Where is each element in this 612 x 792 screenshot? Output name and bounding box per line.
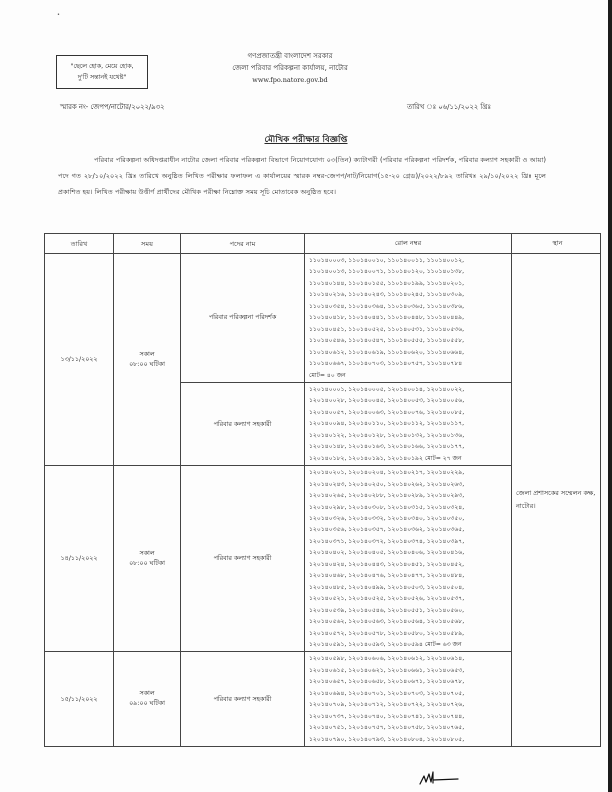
roll-total: ১২০১৪০৫৯১, ১২০১৪০৫৯৩, ১২০১৪০৫৯৪ মোট= ৬৩ জন — [309, 640, 462, 648]
roll-line: ১২০১৪০২৬৫, ১২০১৪০২৮৮, ১২০১৪০২৮৯, ১২০১৪০২৯৩, — [309, 492, 465, 500]
roll-line: ১২০১৪০৪২৪, ১২০১৪০৪৪৩, ১২০১৪০৪৫১, ১২০১৪০৪৫২, — [309, 560, 465, 568]
roll-line: ১২০১৪০৫৩৯, ১২০১৪০৫৪৬, ১২০১৪০৫৫১, ১২০১৪০৫৬০, — [309, 606, 465, 614]
header-place: স্থান — [512, 234, 601, 254]
roll-total: ১২০১৪০১৮২, ১২০১৪০১৯১, ১২০১৪০১৯২ মোট= ২৭ জন — [309, 454, 462, 462]
roll-line: ১১০১৪০০১৩, ১১০১৪০০৭১, ১১০১৪০১২০, ১১০১৪০১৩৮, — [309, 268, 465, 276]
roll-line: ১২০১৪০৩২৬, ১২০১৪০৩৩২, ১২০১৪০৩৪০, ১২০১৪০৩৫০, — [309, 514, 465, 522]
time-label: সকাল — [139, 350, 155, 358]
roll-line: ১১০১৪০৬১২, ১১০১৪০৬১৯, ১১০১৪০৬২০, ১১০১৪০৬৬৪, — [309, 348, 465, 356]
roll-line: ১২০১৪০৬১৫, ১২০১৪০৬২১, ১২০১৪০৬৬১, ১২০১৪০৬৫৩, — [309, 666, 465, 674]
roll-line: ১২০১৪০৫২১, ১২০১৪০৫২৫, ১২০১৪০৫২৬, ১২০১৪০৫৩৭, — [309, 595, 465, 603]
roll-line: ১১০১৪০১৪৪, ১১০১৪০১৫৫, ১১০১৪০১৯৯, ১১০১৪০২০১, — [309, 279, 465, 287]
roll-line: ১২০১৪০০৫৭, ১২০১৪০০৬৩, ১২০১৪০০৭৬, ১২০১৪০০৮৫, — [309, 408, 465, 416]
notice-title: মৌখিক পরীক্ষার বিজ্ঞপ্তি — [264, 135, 348, 145]
scan-edge — [608, 0, 612, 792]
issue-date: তারিখ ঃ ০৬/১১/২০২২ খ্রিঃ — [407, 103, 491, 111]
signature-icon — [418, 770, 460, 786]
scan-mark: • — [57, 12, 60, 18]
row-post: পরিবার কল্যাণ সহকারী — [181, 382, 305, 465]
roll-line: ১১০১৪০০০৩, ১১০১৪০০১০, ১১০১৪০০১১, ১১০১৪০০১২, — [309, 257, 465, 264]
roll-line: ১২০১৪০০২৮, ১২০১৪০০৪৫, ১২০১৪০০৫৩, ১২০১৪০০৫৬, — [309, 397, 465, 405]
time-value: ০৮:০০ ঘটিকা — [129, 360, 165, 368]
row-date: ১৫/১১/২০২২ — [45, 652, 114, 747]
roll-line: ১২০১৪০০০১, ১২০১৪০০০৫, ১২০১৪০০১৪, ১২০১৪০০২২, — [309, 385, 465, 393]
roll-line: ১১০১৪০৩৫৪, ১১০১৪০৩৬৪, ১১০১৪০৩৬৫, ১১০১৪০৩৮৬, — [309, 302, 465, 310]
roll-line: ১২০১৪০৭০৯, ১২০১৪০৭১২, ১২০১৪০৭২২, ১২০১৪০৭২৬, — [309, 701, 465, 709]
website-link[interactable]: www.fpo.natore.gov.bd — [252, 76, 328, 84]
roll-line: ১২০১৪০৬৫৭, ১২০১৪০৬৫৮, ১২০১৪০৬৭১, ১২০১৪০৬৭৮, — [309, 678, 465, 686]
row-time — [114, 652, 181, 747]
roll-line: ১২০১৪০৫৬২, ১২০১৪০৫৬৩, ১২০১৪০৫৬৪, ১২০১৪০৫৬৮, — [309, 618, 465, 626]
row-place: জেলা প্রশাসকের সম্মেলন কক্ষ, নাটোর। — [512, 254, 601, 747]
header-post: পদের নাম — [181, 234, 305, 254]
row-time — [114, 254, 181, 466]
row-post: পরিবার কল্যাণ সহকারী — [181, 466, 305, 652]
slogan-line-2: দু'টি সন্তানই যথেষ্ট" — [77, 74, 127, 81]
time-value: ০৯:০০ ঘটিকা — [129, 700, 165, 708]
memo-number: স্মারক নং- জেপপ/নাটোর/২০২২/৯৩২ — [60, 103, 165, 111]
header-date: তারিখ — [45, 234, 114, 254]
roll-line: ১২০১৪০২৯৮, ১২০১৪০৩০৮, ১২০১৪০৩১৫, ১২০১৪০৩২৪, — [309, 503, 465, 511]
roll-line: ১২০১৪০৭৯০, ১২০১৪০৭৯৩, ১২০১৪০৮০৪, ১২০১৪০৮০৫, — [309, 735, 465, 743]
roll-line: ১২০১৪০১৪৮, ১২০১৪০১৬৩, ১২০১৪০১৬৬, ১২০১৪০১৭৭, — [309, 443, 465, 451]
row-roll-numbers — [305, 466, 512, 652]
row-date: ১৪/১১/২০২২ — [45, 466, 114, 652]
header-time: সময় — [114, 234, 181, 254]
roll-line: ১২০১৪০৫৯৮, ১২০১৪০৬০৬, ১২০১৪০৬১২, ১২০১৪০৬১৪, — [309, 655, 465, 663]
roll-total: মোট= ৪০ জন — [309, 371, 346, 379]
row-roll-numbers — [305, 382, 512, 465]
roll-line: ১২০১৪০১২২, ১২০১৪০১২৮, ১২০১৪০১৩২, ১২০১৪০১৩৬, — [309, 431, 465, 439]
table-header-row — [45, 234, 601, 254]
interview-schedule-table — [44, 233, 601, 747]
notice-body — [58, 152, 546, 201]
row-roll-numbers — [305, 254, 512, 383]
time-label: সকাল — [139, 690, 155, 698]
roll-line: ১২০১৪০২৪৩, ১২০১৪০২৫০, ১২০১৪০২৬২, ১২০১৪০২৬৩, — [309, 480, 465, 488]
time-value: ০৮:০০ ঘটিকা — [129, 559, 165, 567]
letterhead — [190, 50, 390, 86]
roll-line: ১১০১৪০৪৫১, ১১০১৪০৫২৫, ১১০১৪০৫৩১, ১১০১৪০৫৩৬, — [309, 325, 465, 333]
roll-line: ১২০১৪০৭৩৭, ১২০১৪০৭৪০, ১২০১৪০৭৪১, ১২০১৪০৭৪৪, — [309, 712, 465, 720]
roll-line: ১২০১৪০০৯৪, ১২০১৪০১১০, ১২০১৪০১১২, ১২০১৪০১১৭, — [309, 420, 465, 428]
roll-line: ১১০১৪০৪১৮, ১১০১৪০৪৪১, ১১০১৪০৪৪৮, ১১০১৪০৪৪৯, — [309, 314, 465, 322]
roll-line: ১২০১৪০৩৭১, ১২০১৪০৩৭২, ১২০১৪০৩৭৪, ১২০১৪০৩৯৭, — [309, 537, 465, 545]
roll-line: ১১০১৪০২১৬, ১১০১৪০২৪৩, ১১০১৪০২৪৫, ১১০১৪০৩০৯, — [309, 291, 465, 299]
slogan-line-1: "ছেলে হোক, মেয়ে হোক, — [70, 63, 134, 70]
row-roll-numbers — [305, 652, 512, 747]
roll-line: ১২০১৪০৩৫৬, ১২০১৪০৩৫৭, ১২০১৪০৩৬২, ১২০১৪০৩৬৫, — [309, 526, 465, 534]
roll-line: ১২০১৪০৫৭২, ১২০১৪০৫৭৮, ১২০১৪০৫৮০, ১২০১৪০৫৮৯, — [309, 629, 465, 637]
government-name: গণপ্রজাতন্ত্রী বাংলাদেশ সরকার — [247, 52, 333, 60]
office-name: জেলা পরিবার পরিকল্পনা কার্যালয়, নাটোর — [232, 64, 348, 72]
roll-line: ১২০১৪০৪৬৮, ১২০১৪০৪৭৬, ১২০১৪০৪৭৭, ১২০১৪০৪৮৪, — [309, 572, 465, 580]
roll-line: ১১০১৪০৫৪৬, ১১০১৪০৫৪৭, ১১০১৪০৫৫৫, ১১০১৪০৫৫৮, — [309, 337, 465, 345]
roll-line: ১২০১৪০২০১, ১২০১৪০২০৪, ১২০১৪০২১৭, ১২০১৪০২২৯, — [309, 469, 465, 477]
time-label: সকাল — [139, 549, 155, 557]
roll-line: ১১০১৪০৬৬৭, ১১০১৪০৭০৩, ১১০১৪০৭৫৭, ১১০১৪০৭৮৪ — [309, 360, 463, 368]
header-roll: রোল নম্বর — [305, 234, 512, 254]
row-post: পরিবার পরিকল্পনা পরিদর্শক — [181, 254, 305, 383]
notice-title-wrap — [0, 133, 612, 147]
roll-line: ১২০১৪০৭৫১, ১২০১৪০৭৫৭, ১২০১৪০৭৫৮, ১২০১৪০৭৬৫, — [309, 724, 465, 732]
slogan-box — [56, 55, 148, 89]
row-post: পরিবার কল্যাণ সহকারী — [181, 652, 305, 747]
roll-line: ১২০১৪০৬৯৪, ১২০১৪০৭০১, ১২০১৪০৭০৩, ১২০১৪০৭০৫, — [309, 689, 465, 697]
notice-body-text: পরিবার পরিকল্পনা অধিদপ্তরাধীন নাটোর জেলা পরিবার পরিকল্পনা বিভাগে নিয়োগযোগ্য ০৩(তিন) ক্যাটাগরী (পরিবার পরিকল্পনা পরিদর্শক, পরিবার কল্যাণ সহকারী ও আয়া) পদে গত ২৮/১০/২০২২ খ্রিঃ তারিখে অনুষ্ঠিত লিখিত পরীক্ষার ফলাফল এ কার্যালয়ের স্মারক নম্বর-জেপপ/নাট/নিয়োগ(১৫-২০ গ্রেড)/২০২২/৮৯২ তারিখঃ ২৯/১০/২০২২ খ্রিঃ মূলে প্রকাশিত হয়। লিখিত পরীক্ষায় উত্তীর্ণ প্রার্থীদের মৌখিক পরীক্ষা নিম্নোক্ত সময় সূচি মোতাবেক অনুষ্ঠিত হবে। — [58, 156, 546, 197]
roll-line: ১২০১৪০৪৮৫, ১২০১৪০৪৯৯, ১২০১৪০৫০৩, ১২০১৪০৫০৪, — [309, 583, 465, 591]
roll-line: ১২০১৪০৪০২, ১২০১৪০৪০৫, ১২০১৪০৪০৬, ১২০১৪০৪১৬, — [309, 549, 465, 557]
row-time — [114, 466, 181, 652]
row-date: ১৩/১১/২০২২ — [45, 254, 114, 466]
table-row — [45, 254, 601, 383]
